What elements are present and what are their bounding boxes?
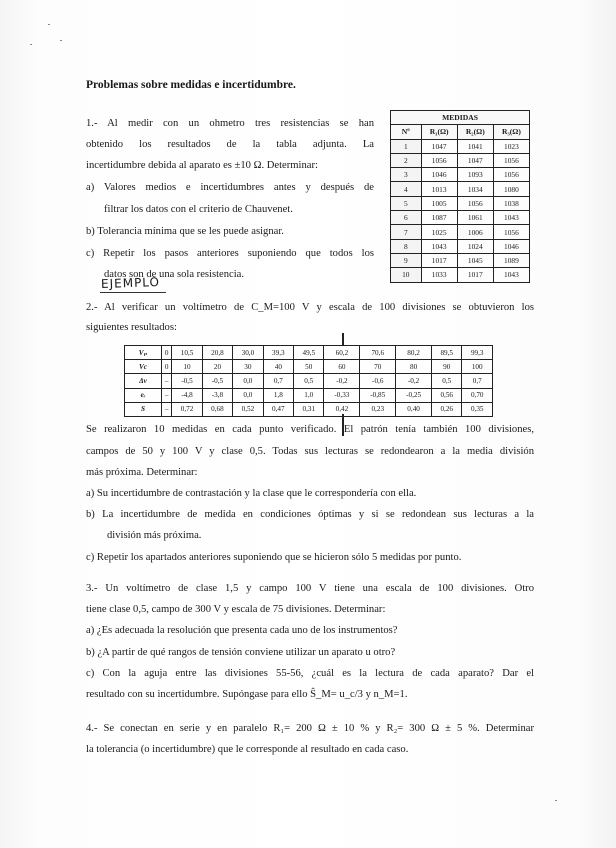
medidas-value-cell: 1056 [493,168,529,182]
voltmeter-cell: 30 [233,360,263,374]
medidas-row [391,168,530,182]
medidas-value-cell: 1038 [493,196,529,210]
problem2-intro: 2.- Al verificar un voltímetro de C_M=100 V y escala de 100 divisiones se obtuvieron los [86,302,534,313]
problem3-item-c: c) Con la aguja entre las divisiones 55-56, ¿cuál es la lectura de cada aparato? Dar el [86,668,534,679]
scan-speck [48,24,50,25]
voltmeter-row-label: eᵣ [125,388,162,402]
medidas-value-cell: 1047 [421,139,457,153]
scan-speck [60,40,62,41]
medidas-row [391,239,530,253]
handwritten-underline [100,292,166,293]
problem3-item-a: a) ¿Es adecuada la resolución que presenta cada uno de los instrumentos? [86,625,398,636]
voltmeter-cell: -0,6 [360,374,396,388]
voltmeter-cell: 0,7 [263,374,293,388]
voltmeter-cell: – [162,388,172,402]
voltmeter-cell: 70,6 [360,346,396,360]
medidas-index-cell: 3 [391,168,422,182]
voltmeter-cell: 0,26 [432,402,462,416]
voltmeter-cell: 100 [462,360,493,374]
voltmeter-cell: 60,2 [324,346,360,360]
voltmeter-cell: 50 [294,360,324,374]
voltmeter-row-label: Vₚ [125,346,162,360]
handwritten-note: EJEMPLO [100,274,161,292]
voltmeter-cell: – [162,402,172,416]
voltmeter-cell: 89,5 [432,346,462,360]
medidas-value-cell: 1043 [493,211,529,225]
voltmeter-cell: 0,23 [360,402,396,416]
medidas-row [391,196,530,210]
medidas-index-cell: 1 [391,139,422,153]
problem1-line: incertidumbre debida al aparato es ±10 Ω. Determinar: [86,160,318,171]
medidas-value-cell: 1056 [493,153,529,167]
voltmeter-cell: 0,5 [294,374,324,388]
voltmeter-cell: – [162,374,172,388]
problem1-item-c-cont: datos son de una sola resistencia. [104,269,245,280]
medidas-row [391,253,530,267]
voltmeter-cell: 0,68 [202,402,232,416]
voltmeter-cell: 0,35 [462,402,493,416]
medidas-value-cell: 1024 [457,239,493,253]
medidas-header: R₁(Ω) [421,125,457,139]
problem2-body: campos de 50 y 100 V y clase 0,5. Todas sus lecturas se redondearon a la media división [86,446,534,457]
medidas-index-cell: 8 [391,239,422,253]
medidas-value-cell: 1056 [421,153,457,167]
problem2-item-a: a) Su incertidumbre de contrastación y la clase que le correspondería con ella. [86,488,417,499]
medidas-index-cell: 5 [391,196,422,210]
voltmeter-cell: 90 [432,360,462,374]
voltmeter-cell: 30,0 [233,346,263,360]
voltmeter-cell: 10,5 [172,346,202,360]
voltmeter-row [125,346,493,360]
scan-speck [555,800,557,801]
problem1-item-a: a) Valores medios e incertidumbres antes y después de [86,182,374,193]
voltmeter-cell: 0 [162,360,172,374]
medidas-index-cell: 2 [391,153,422,167]
problem4-line: la tolerancia (o incertidumbre) que le corresponde al resultado en cada caso. [86,744,409,755]
voltmeter-cell: 0,56 [432,388,462,402]
problem1-item-a-cont: filtrar los datos con el criterio de Chauvenet. [104,204,293,215]
voltmeter-cell: 40 [263,360,293,374]
page-title: Problemas sobre medidas e incertidumbre. [86,79,296,91]
problem3-line: 3.- Un voltímetro de clase 1,5 y campo 100 V tiene una escala de 100 divisiones. Otro [86,583,534,594]
medidas-value-cell: 1045 [457,253,493,267]
medidas-value-cell: 1046 [493,239,529,253]
voltmeter-cell: -0,25 [396,388,432,402]
problem2-item-c: c) Repetir los apartados anteriores suponiendo que se hicieron sólo 5 medidas por punto. [86,552,462,563]
medidas-value-cell: 1046 [421,168,457,182]
medidas-index-cell: 4 [391,182,422,196]
medidas-value-cell: 1034 [457,182,493,196]
medidas-index-cell: 10 [391,268,422,282]
voltmeter-row [125,388,493,402]
voltmeter-cell: 0,5 [432,374,462,388]
scan-speck [30,44,32,45]
medidas-value-cell: 1043 [493,268,529,282]
voltmeter-cell: 1,0 [294,388,324,402]
medidas-value-cell: 1043 [421,239,457,253]
voltmeter-cell: 10 [172,360,202,374]
problem3-item-c-cont: resultado con su incertidumbre. Supóngase para ello Ŝ_M= u_c/3 y n_M=1. [86,689,408,700]
voltmeter-row-label: Δv [125,374,162,388]
voltmeter-cell: 49,5 [294,346,324,360]
medidas-value-cell: 1017 [457,268,493,282]
voltmeter-row-label: Vc [125,360,162,374]
voltmeter-cell: -0,33 [324,388,360,402]
voltmeter-cell: 0,70 [462,388,493,402]
voltmeter-cell: 0 [162,346,172,360]
voltmeter-cell: 0,42 [324,402,360,416]
voltmeter-cell: 1,8 [263,388,293,402]
voltmeter-cell: -0,5 [202,374,232,388]
medidas-row [391,268,530,282]
medidas-value-cell: 1005 [421,196,457,210]
voltmeter-row [125,402,493,416]
medidas-value-cell: 1033 [421,268,457,282]
problem3-line: tiene clase 0,5, campo de 300 V y escala de 75 divisiones. Determinar: [86,604,386,615]
problem2-intro: siguientes resultados: [86,322,177,333]
medidas-value-cell: 1017 [421,253,457,267]
medidas-value-cell: 1023 [493,139,529,153]
medidas-header: Nº [391,125,422,139]
voltmeter-cell: 0,52 [233,402,263,416]
medidas-header: R₂(Ω) [457,125,493,139]
medidas-value-cell: 1047 [457,153,493,167]
medidas-value-cell: 1025 [421,225,457,239]
voltmeter-row [125,374,493,388]
problem1-item-c: c) Repetir los pasos anteriores suponiendo que todos los [86,248,374,259]
problem2-body: Se realizaron 10 medidas en cada punto verificado. El patrón tenía también 100 divisiones, [86,424,534,435]
voltmeter-cell: -0,85 [360,388,396,402]
medidas-value-cell: 1061 [457,211,493,225]
medidas-index-cell: 6 [391,211,422,225]
medidas-value-cell: 1087 [421,211,457,225]
voltmeter-cell: 39,3 [263,346,293,360]
medidas-title: MEDIDAS [391,111,530,125]
voltmeter-cell: 20,8 [202,346,232,360]
medidas-value-cell: 1093 [457,168,493,182]
medidas-value-cell: 1056 [457,196,493,210]
voltmeter-cell: 0,7 [462,374,493,388]
voltmeter-cell: 0,0 [233,374,263,388]
problem2-body: más próxima. Determinar: [86,467,198,478]
voltmeter-cell: -4,8 [172,388,202,402]
voltmeter-cell: 80,2 [396,346,432,360]
voltmeter-cell: 0,47 [263,402,293,416]
voltmeter-cell: -3,8 [202,388,232,402]
problem1-line: obtenido los resultados de la tabla adjunta. La [86,139,374,150]
scan-mark [342,333,344,345]
voltmeter-row [125,360,493,374]
medidas-header: R₃(Ω) [493,125,529,139]
voltmeter-cell: 0,0 [233,388,263,402]
problem2-item-b: b) La incertidumbre de medida en condiciones óptimas y si se redondean sus lecturas a la [86,509,534,520]
medidas-value-cell: 1089 [493,253,529,267]
medidas-row [391,182,530,196]
medidas-row [391,153,530,167]
voltmeter-cell: -0,5 [172,374,202,388]
medidas-table [390,110,530,283]
voltmeter-cell: 70 [360,360,396,374]
voltmeter-table [124,345,493,417]
problem1-line: 1.- Al medir con un ohmetro tres resistencias se han [86,118,374,129]
medidas-value-cell: 1006 [457,225,493,239]
problem2-item-b-cont: división más próxima. [107,530,202,541]
problem1-item-b: b) Tolerancia mínima que se les puede asignar. [86,226,284,237]
medidas-value-cell: 1041 [457,139,493,153]
voltmeter-cell: 20 [202,360,232,374]
voltmeter-cell: 60 [324,360,360,374]
medidas-value-cell: 1056 [493,225,529,239]
medidas-value-cell: 1013 [421,182,457,196]
medidas-row [391,211,530,225]
medidas-row [391,139,530,153]
voltmeter-cell: -0,2 [396,374,432,388]
voltmeter-cell: 0,31 [294,402,324,416]
medidas-value-cell: 1080 [493,182,529,196]
problem3-item-b: b) ¿A partir de qué rangos de tensión conviene utilizar un aparato u otro? [86,647,396,658]
problem4-line: 4.- Se conectan en serie y en paralelo R₁= 200 Ω ± 10 % y R₂= 300 Ω ± 5 %. Determinar [86,723,534,734]
medidas-index-cell: 9 [391,253,422,267]
voltmeter-row-label: S [125,402,162,416]
voltmeter-cell: 99,3 [462,346,493,360]
voltmeter-cell: -0,2 [324,374,360,388]
voltmeter-cell: 0,40 [396,402,432,416]
medidas-row [391,225,530,239]
voltmeter-cell: 80 [396,360,432,374]
voltmeter-cell: 0,72 [172,402,202,416]
medidas-index-cell: 7 [391,225,422,239]
